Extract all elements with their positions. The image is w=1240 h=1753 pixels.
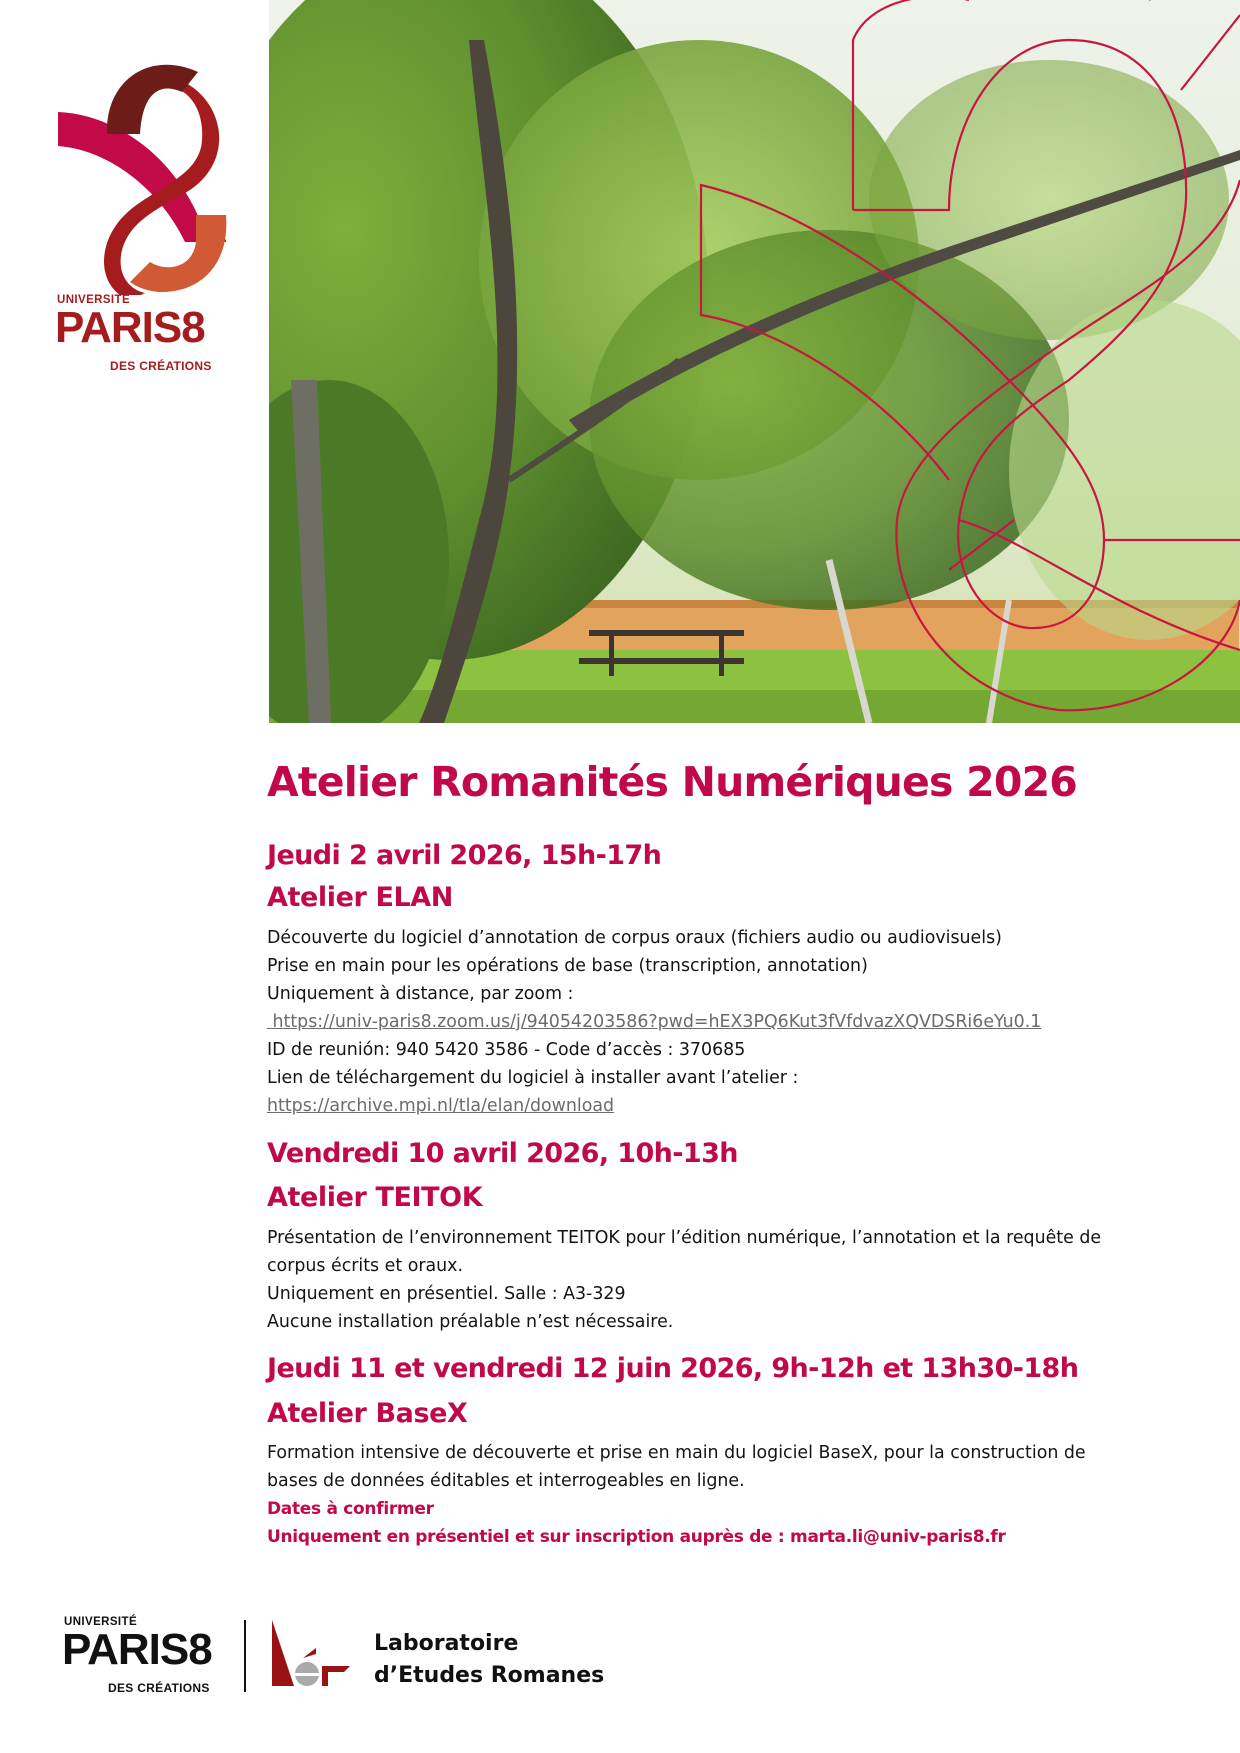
description-line: Présentation de l’environnement TEITOK pour l’édition numérique, l’annotation et la requête de (267, 1228, 1102, 1248)
session-description (267, 924, 1197, 1120)
footer-des-creations-text: DES CRÉATIONS (108, 1681, 210, 1695)
figure-eight-logo-icon (50, 50, 240, 295)
registration-note: Uniquement en présentiel et sur inscription auprès de : marta.li@univ-paris8.fr (267, 1527, 1006, 1547)
ler-lab-logo-icon (270, 1618, 360, 1688)
session-title: Atelier TEITOK (267, 1182, 483, 1213)
lab-name (374, 1628, 604, 1692)
session-date: Jeudi 11 et vendredi 12 juin 2026, 9h-12h et 13h30-18h (267, 1353, 1079, 1384)
page-title: Atelier Romanités Numériques 2026 (267, 758, 1078, 806)
logo-paris8-text: PARIS8 (55, 303, 205, 352)
garden-photo-image (269, 0, 1240, 723)
session-description (267, 1439, 1197, 1551)
session-description (267, 1224, 1197, 1336)
hero-photo (269, 0, 1240, 723)
footer-paris8-logo: PARIS8 (62, 1625, 212, 1674)
dates-note: Dates à confirmer (267, 1499, 434, 1519)
description-line: Découverte du logiciel d’annotation de corpus oraux (fichiers audio ou audiovisuels) (267, 928, 1002, 948)
description-line: Uniquement à distance, par zoom : (267, 984, 574, 1004)
session-title: Atelier ELAN (267, 882, 453, 913)
meeting-id-line: ID de reunión: 940 5420 3586 - Code d’accès : 370685 (267, 1040, 746, 1060)
logo-universite-text: UNIVERSITÉ (57, 294, 131, 306)
footer-universite-text: UNIVERSITÉ (64, 1616, 138, 1628)
description-line: corpus écrits et oraux. (267, 1256, 463, 1276)
lab-name-line2: d’Etudes Romanes (374, 1663, 605, 1688)
location-line: Uniquement en présentiel. Salle : A3-329 (267, 1284, 626, 1304)
session-date: Jeudi 2 avril 2026, 15h-17h (267, 840, 662, 871)
logo-des-creations-text: DES CRÉATIONS (110, 359, 212, 373)
description-line: Formation intensive de découverte et prise en main du logiciel BaseX, pour la construction de (267, 1443, 1086, 1463)
description-line: Aucune installation préalable n’est nécessaire. (267, 1312, 674, 1332)
description-line: Prise en main pour les opérations de base (transcription, annotation) (267, 956, 868, 976)
university-logo (50, 50, 240, 380)
description-line: bases de données éditables et interrogeables en ligne. (267, 1471, 745, 1491)
description-line: Lien de téléchargement du logiciel à installer avant l’atelier : (267, 1068, 799, 1088)
lab-name-line1: Laboratoire (374, 1631, 519, 1656)
elan-download-link[interactable]: https://archive.mpi.nl/tla/elan/download (267, 1096, 615, 1116)
session-title: Atelier BaseX (267, 1398, 468, 1429)
footer-logos (0, 1600, 700, 1710)
footer-divider (244, 1620, 246, 1692)
zoom-meeting-link[interactable]: https://univ-paris8.zoom.us/j/94054203586?pwd=hEX3PQ6Kut3fVfdvazXQVDSRi6eYu0.1 (267, 1012, 1042, 1032)
session-date: Vendredi 10 avril 2026, 10h-13h (267, 1138, 738, 1169)
